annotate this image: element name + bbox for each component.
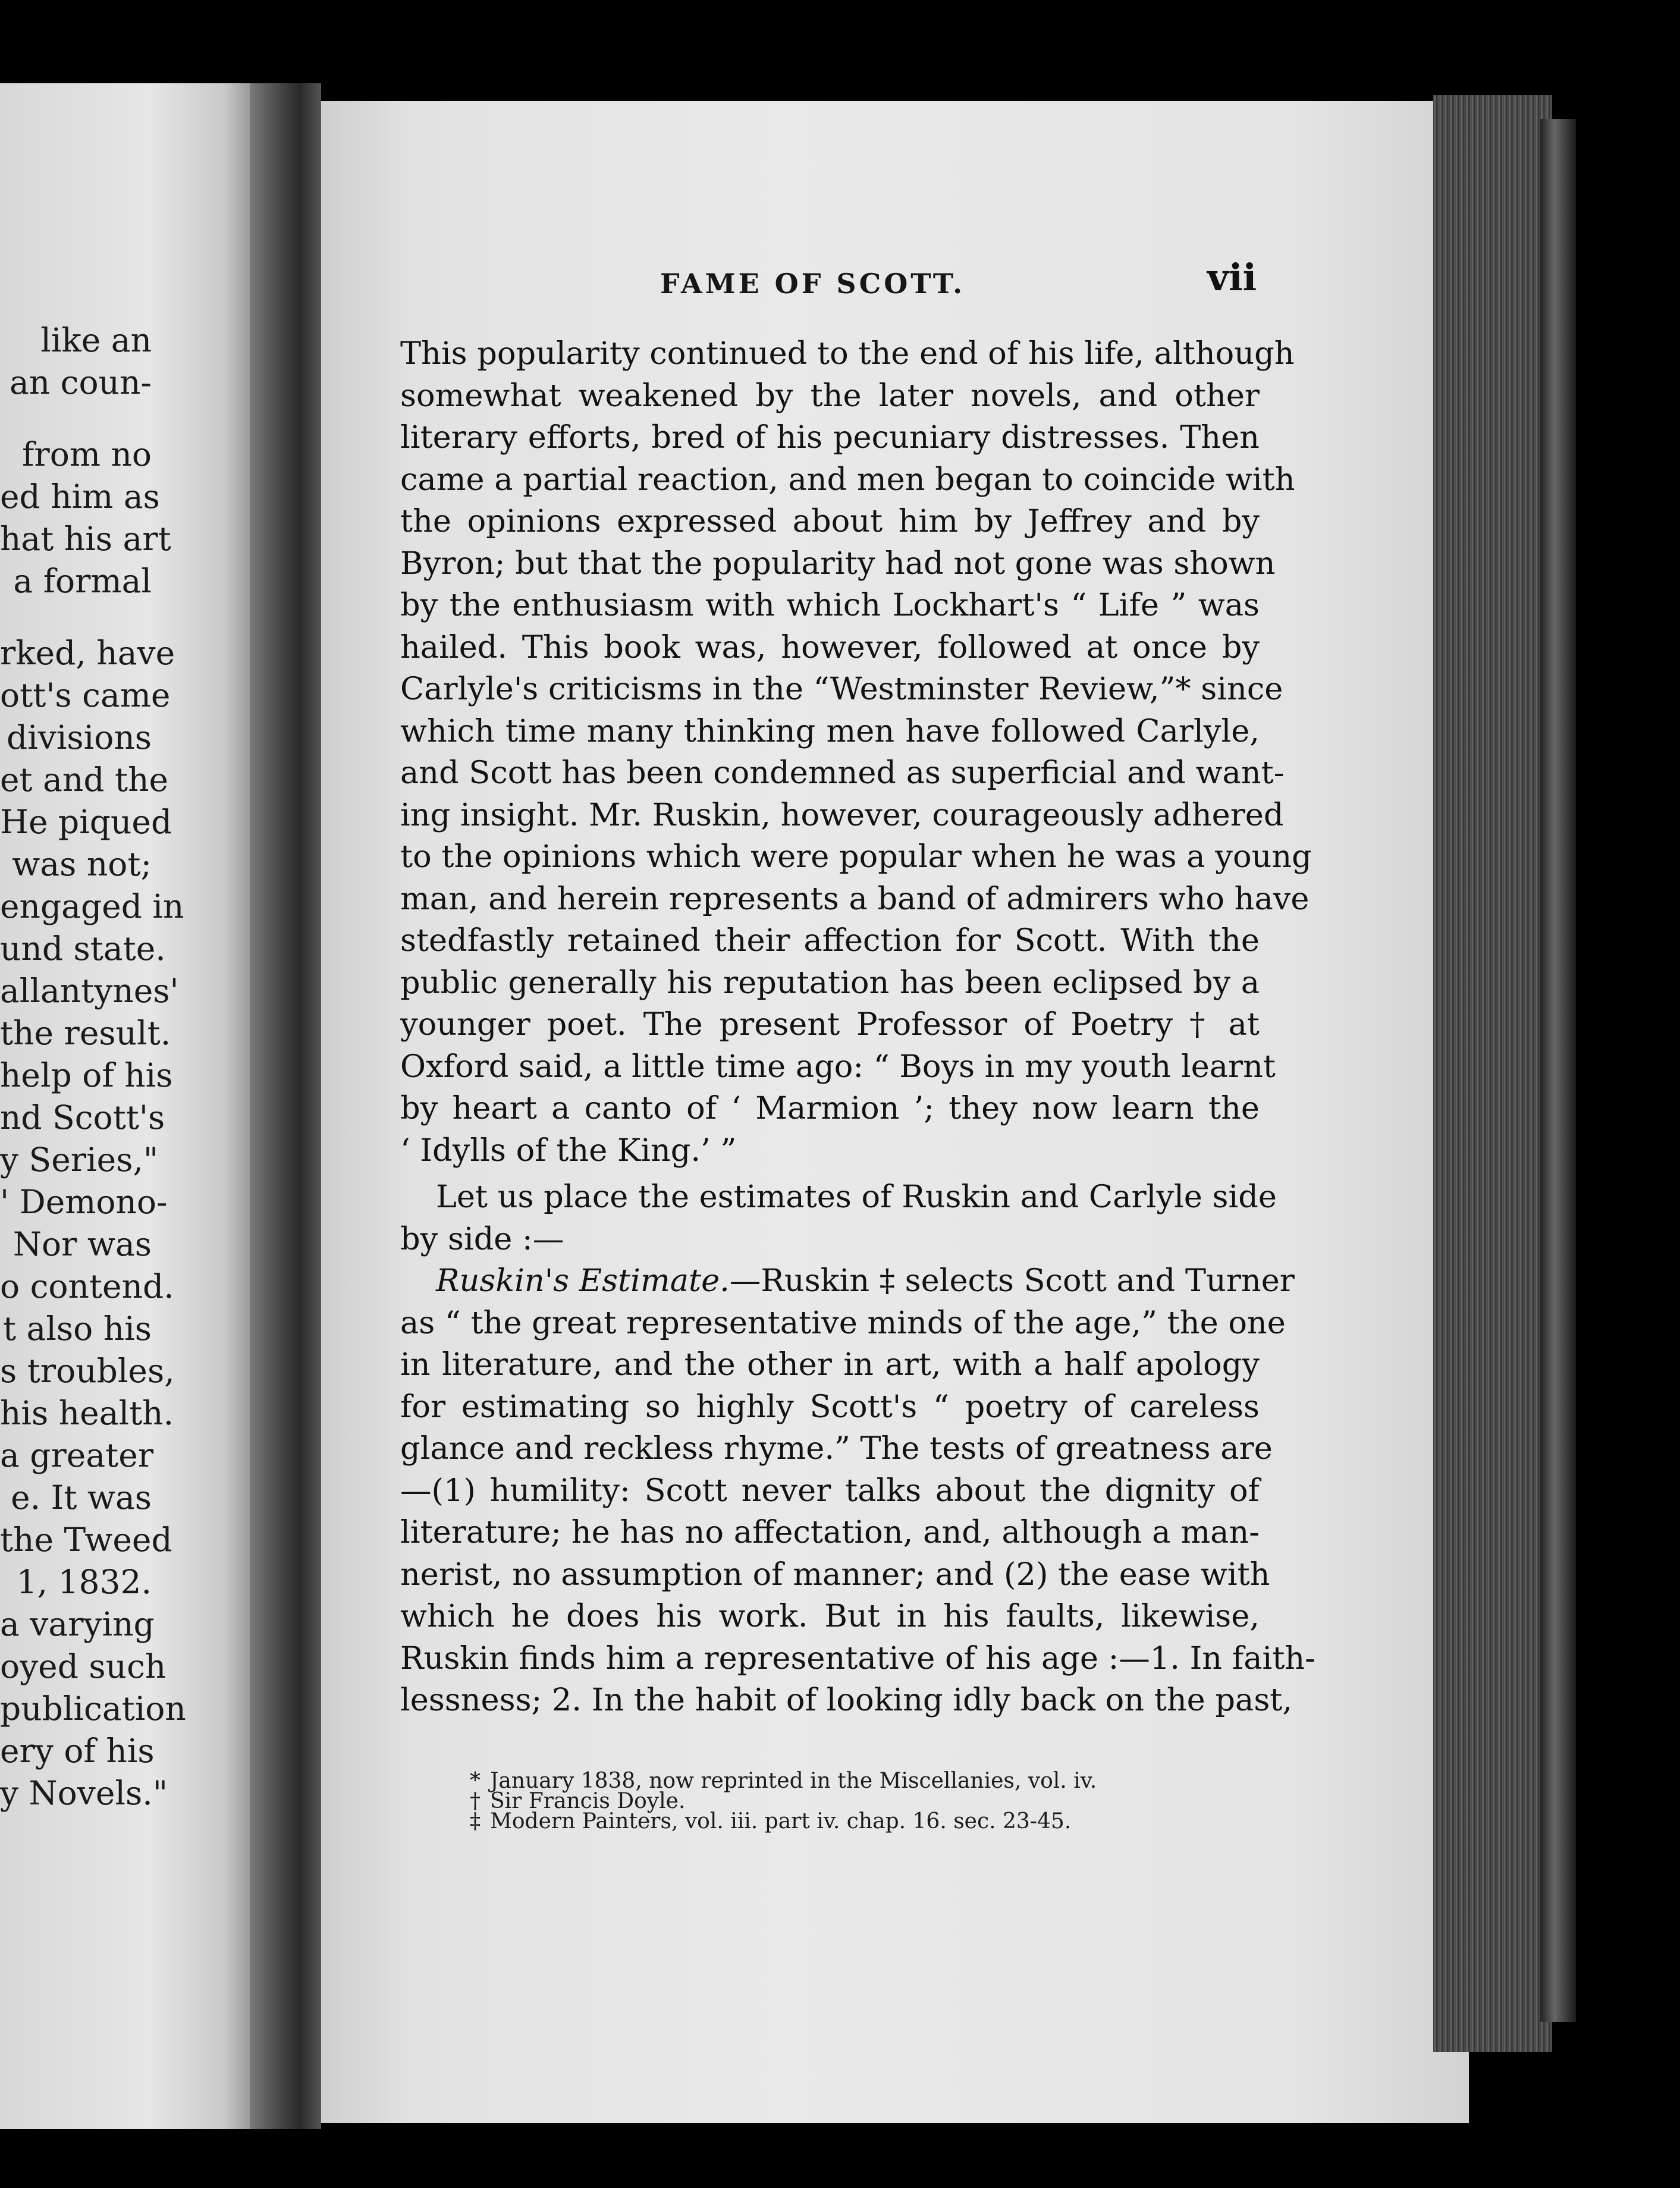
body-line: to the opinions which were popular when he was a young xyxy=(400,839,1312,875)
page-number: vii xyxy=(1207,256,1257,299)
page-edge-block xyxy=(1433,95,1552,2052)
footnote-mark: * xyxy=(470,1769,481,1793)
body-line: public generally his reputation has been eclipsed by a xyxy=(400,964,1260,1001)
section-heading: Ruskin's Estimate. xyxy=(436,1263,730,1299)
left-line: hat his art xyxy=(0,520,171,558)
body-line: and Scott has been condemned as superficial and want- xyxy=(400,755,1285,791)
body-line: somewhat weakened by the later novels, and other xyxy=(400,377,1260,414)
body-text xyxy=(400,333,1315,1722)
left-line: y Novels." xyxy=(0,1774,168,1812)
left-line: an coun- xyxy=(9,363,152,401)
body-line: which he does his work. But in his faults, likewise, xyxy=(400,1598,1260,1634)
left-line: y Series," xyxy=(0,1141,159,1179)
left-line: He piqued xyxy=(0,803,172,841)
left-page xyxy=(0,83,250,2129)
body-line: in literature, and the other in art, with a half apology xyxy=(400,1346,1260,1383)
left-line: the Tweed xyxy=(0,1521,172,1559)
left-line: a formal xyxy=(13,562,152,600)
body-line: by the enthusiasm with which Lockhart's “ Life ” was xyxy=(400,587,1260,623)
body-line: the opinions expressed about him by Jeffrey and by xyxy=(400,503,1260,539)
left-line: et and the xyxy=(0,761,169,799)
body-line: man, and herein represents a band of admirers who have xyxy=(400,880,1310,917)
left-line: rked, have xyxy=(0,634,175,672)
left-line: 1, 1832. xyxy=(16,1563,152,1601)
footnote xyxy=(470,1791,1097,1812)
left-line: the result. xyxy=(0,1014,171,1052)
body-line: stedfastly retained their affection for Scott. With the xyxy=(400,922,1260,959)
body-line: hailed. This book was, however, followed at once by xyxy=(400,629,1260,665)
left-line: was not; xyxy=(12,845,152,883)
body-line: by side :— xyxy=(400,1220,564,1257)
book-gutter xyxy=(250,83,321,2129)
body-line: glance and reckless rhyme.” The tests of greatness are xyxy=(400,1430,1273,1467)
left-line: oyed such xyxy=(0,1647,167,1685)
left-line: ott's came xyxy=(0,676,171,714)
body-line: ‘ Idylls of the King.’ ” xyxy=(400,1132,737,1169)
left-line: divisions xyxy=(6,718,152,756)
footnote-text: Sir Francis Doyle. xyxy=(490,1789,686,1813)
body-line: —(1) humility: Scott never talks about the dignity of xyxy=(400,1472,1260,1509)
body-line: Oxford said, a little time ago: “ Boys in my youth learnt xyxy=(400,1048,1276,1085)
left-line: ed him as xyxy=(0,478,160,516)
body-line: ing insight. Mr. Ruskin, however, courageously adhered xyxy=(400,796,1284,833)
ruskin-estimate-line xyxy=(400,1260,1295,1302)
left-line: nd Scott's xyxy=(0,1098,165,1137)
left-line: a varying xyxy=(0,1605,155,1643)
footnotes xyxy=(470,1771,1097,1832)
left-line: und state. xyxy=(0,930,166,968)
running-head: FAME OF SCOTT. xyxy=(660,268,966,300)
left-line: publication xyxy=(0,1690,186,1728)
left-line: a greater xyxy=(0,1436,154,1474)
body-line: Let us place the estimates of Ruskin and Carlyle side xyxy=(436,1179,1277,1215)
body-line: literature; he has no affectation, and, although a man- xyxy=(400,1514,1260,1550)
footnote-mark: ‡ xyxy=(470,1809,481,1834)
body-line: Ruskin finds him a representative of his age :—1. In faith- xyxy=(400,1640,1315,1677)
footnote xyxy=(470,1809,1097,1834)
body-line: came a partial reaction, and men began to coincide with xyxy=(400,461,1295,498)
left-line: from no xyxy=(22,435,152,473)
body-line: for estimating so highly Scott's “ poetry of careless xyxy=(400,1388,1260,1425)
body-line: by heart a canto of ‘ Marmion ’; they now learn the xyxy=(400,1090,1260,1126)
body-line: This popularity continued to the end of his life, although xyxy=(400,335,1295,372)
left-line: ' Demono- xyxy=(0,1183,168,1221)
left-line: o contend. xyxy=(0,1267,174,1305)
body-line: lessness; 2. In the habit of looking idly back on the past, xyxy=(400,1682,1293,1718)
left-line: ery of his xyxy=(0,1732,155,1770)
body-line: which time many thinking men have followed Carlyle, xyxy=(400,712,1260,749)
body-line: younger poet. The present Professor of Poetry † at xyxy=(400,1006,1260,1043)
body-line: Carlyle's criticisms in the “Westminster Review,”* since xyxy=(400,671,1283,707)
body-line-rest: —Ruskin ‡ selects Scott and Turner xyxy=(729,1263,1295,1299)
footnote-text: Modern Painters, vol. iii. part iv. chap. 16. sec. 23-45. xyxy=(490,1809,1072,1834)
left-line: help of his xyxy=(0,1056,173,1094)
footnote xyxy=(470,1771,1097,1791)
body-line: as “ the great representative minds of the age,” the one xyxy=(400,1304,1286,1341)
left-line: t also his xyxy=(2,1310,152,1348)
left-line: allantynes' xyxy=(0,972,179,1010)
footnote-mark: † xyxy=(470,1789,481,1813)
footnote-text: January 1838, now reprinted in the Miscellanies, vol. iv. xyxy=(490,1769,1097,1793)
left-page-text xyxy=(0,319,186,1815)
page-edge-shadow xyxy=(1540,119,1576,2022)
left-line: e. It was xyxy=(11,1478,152,1517)
left-line: his health. xyxy=(0,1394,174,1432)
left-line: Nor was xyxy=(12,1225,152,1263)
left-line: like an xyxy=(40,321,152,359)
body-line: nerist, no assumption of manner; and (2) the ease with xyxy=(400,1556,1270,1593)
left-line: s troubles, xyxy=(0,1352,175,1390)
body-line: literary efforts, bred of his pecuniary distresses. Then xyxy=(400,419,1260,456)
left-line: engaged in xyxy=(0,887,184,925)
body-line: Byron; but that the popularity had not gone was shown xyxy=(400,545,1276,582)
